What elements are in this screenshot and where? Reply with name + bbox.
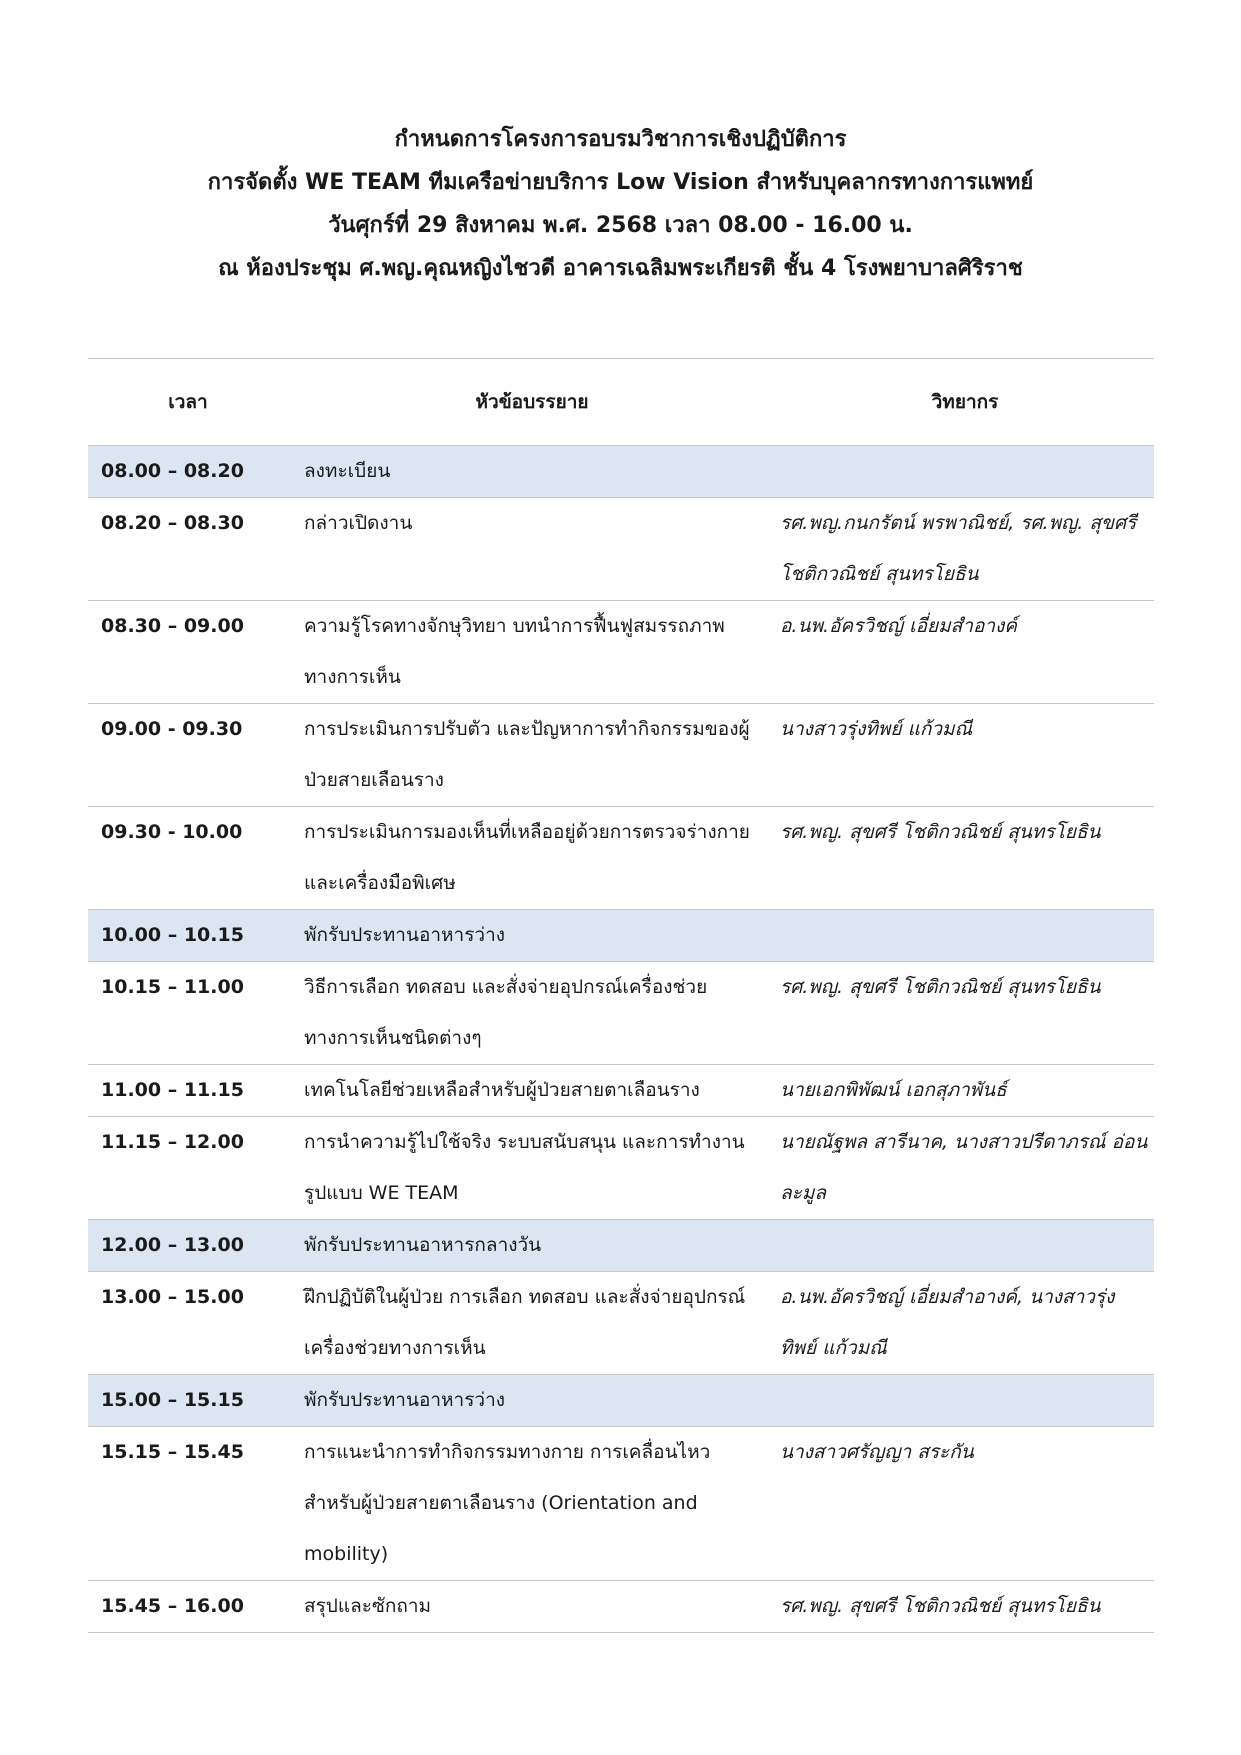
table-row xyxy=(88,704,1154,807)
schedule-table xyxy=(88,358,1154,1633)
row-time: 10.15 – 11.00 xyxy=(101,976,244,998)
row-speaker: รศ.พญ. สุขศรี โชติกวณิชย์ สุนทรโยธิน xyxy=(780,1595,1101,1617)
row-time: 15.00 – 15.15 xyxy=(101,1389,244,1411)
table-row xyxy=(88,807,1154,910)
table-row xyxy=(88,1581,1154,1633)
table-row xyxy=(88,601,1154,704)
row-topic: วิธีการเลือก ทดสอบ และสั่งจ่ายอุปกรณ์เครื่องช่วยทางการเห็นชนิดต่างๆ xyxy=(304,976,708,1049)
table-row xyxy=(88,1427,1154,1581)
row-topic: กล่าวเปิดงาน xyxy=(304,512,413,534)
row-time: 08.00 – 08.20 xyxy=(101,460,244,482)
row-speaker: รศ.พญ. สุขศรี โชติกวณิชย์ สุนทรโยธิน xyxy=(780,821,1101,843)
row-topic: ลงทะเบียน xyxy=(304,460,391,482)
row-topic: พักรับประทานอาหารว่าง xyxy=(304,1389,506,1411)
table-row xyxy=(88,1220,1154,1272)
row-topic: การแนะนำการทำกิจกรรมทางกาย การเคลื่อนไหวสำหรับผู้ป่วยสายตาเลือนราง (Orientation and mobility) xyxy=(304,1441,711,1565)
document-header xyxy=(0,118,1241,290)
row-speaker xyxy=(776,910,1154,962)
row-topic: พักรับประทานอาหารกลางวัน xyxy=(304,1234,542,1256)
row-speaker: นางสาวรุ่งทิพย์ แก้วมณี xyxy=(780,718,973,740)
column-header-speaker: วิทยากร xyxy=(931,391,999,413)
row-speaker: นายเอกพิพัฒน์ เอกสุภาพันธ์ xyxy=(780,1079,1007,1101)
row-time: 13.00 – 15.00 xyxy=(101,1286,244,1308)
table-row xyxy=(88,1272,1154,1375)
program-date: วันศุกร์ที่ 29 สิงหาคม พ.ศ. 2568 เวลา 08.00 - 16.00 น. xyxy=(328,213,913,238)
row-time: 09.30 - 10.00 xyxy=(101,821,243,843)
row-topic: ความรู้โรคทางจักษุวิทยา บทนำการฟื้นฟูสมรรถภาพทางการเห็น xyxy=(304,615,725,688)
table-row xyxy=(88,1065,1154,1117)
row-speaker: อ.นพ.อัครวิชญ์ เอี่ยมสำอางค์ xyxy=(780,615,1018,637)
table-row xyxy=(88,1117,1154,1220)
row-topic: ฝึกปฏิบัติในผู้ป่วย การเลือก ทดสอบ และสั่งจ่ายอุปกรณ์เครื่องช่วยทางการเห็น xyxy=(304,1286,746,1359)
table-header-row xyxy=(88,359,1154,446)
row-topic: การประเมินการมองเห็นที่เหลืออยู่ด้วยการตรวจร่างกายและเครื่องมือพิเศษ xyxy=(304,821,750,894)
row-time: 15.15 – 15.45 xyxy=(101,1441,244,1463)
table-row xyxy=(88,1375,1154,1427)
row-time: 08.20 – 08.30 xyxy=(101,512,244,534)
row-speaker xyxy=(776,1375,1154,1427)
row-topic: การนำความรู้ไปใช้จริง ระบบสนับสนุน และการทำงานรูปแบบ WE TEAM xyxy=(304,1131,745,1204)
row-time: 12.00 – 13.00 xyxy=(101,1234,244,1256)
row-speaker: รศ.พญ. สุขศรี โชติกวณิชย์ สุนทรโยธิน xyxy=(780,976,1101,998)
row-topic: เทคโนโลยีช่วยเหลือสำหรับผู้ป่วยสายตาเลือนราง xyxy=(304,1079,700,1101)
row-speaker: นายณัฐพล สารีนาค, นางสาวปรีดาภรณ์ อ่อนละมูล xyxy=(780,1131,1148,1204)
table-row xyxy=(88,962,1154,1065)
table-row xyxy=(88,498,1154,601)
row-topic: การประเมินการปรับตัว และปัญหาการทำกิจกรรมของผู้ป่วยสายเลือนราง xyxy=(304,718,750,791)
column-header-topic: หัวข้อบรรยาย xyxy=(475,391,589,413)
row-speaker: รศ.พญ.กนกรัตน์ พรพาณิชย์, รศ.พญ. สุขศรี โชติกวณิชย์ สุนทรโยธิน xyxy=(780,512,1137,585)
row-time: 11.00 – 11.15 xyxy=(101,1079,244,1101)
table-row xyxy=(88,910,1154,962)
table-row xyxy=(88,446,1154,498)
program-subtitle: การจัดตั้ง WE TEAM ทีมเครือข่ายบริการ Low Vision สำหรับบุคลากรทางการแพทย์ xyxy=(207,170,1034,195)
column-header-time: เวลา xyxy=(168,391,208,413)
program-title: กำหนดการโครงการอบรมวิชาการเชิงปฏิบัติการ xyxy=(394,127,847,152)
row-topic: พักรับประทานอาหารว่าง xyxy=(304,924,506,946)
program-venue: ณ ห้องประชุม ศ.พญ.คุณหญิงไชวดี อาคารเฉลิมพระเกียรติ ชั้น 4 โรงพยาบาลศิริราช xyxy=(218,256,1023,281)
row-speaker: นางสาวศรัญญา สระกัน xyxy=(780,1441,974,1463)
row-time: 15.45 – 16.00 xyxy=(101,1595,244,1617)
row-time: 08.30 – 09.00 xyxy=(101,615,244,637)
row-speaker: อ.นพ.อัครวิชญ์ เอี่ยมสำอางค์, นางสาวรุ่งทิพย์ แก้วมณี xyxy=(780,1286,1115,1359)
row-time: 09.00 - 09.30 xyxy=(101,718,243,740)
row-time: 10.00 – 10.15 xyxy=(101,924,244,946)
row-topic: สรุปและซักถาม xyxy=(304,1595,432,1617)
row-speaker xyxy=(776,446,1154,498)
row-speaker xyxy=(776,1220,1154,1272)
row-time: 11.15 – 12.00 xyxy=(101,1131,244,1153)
